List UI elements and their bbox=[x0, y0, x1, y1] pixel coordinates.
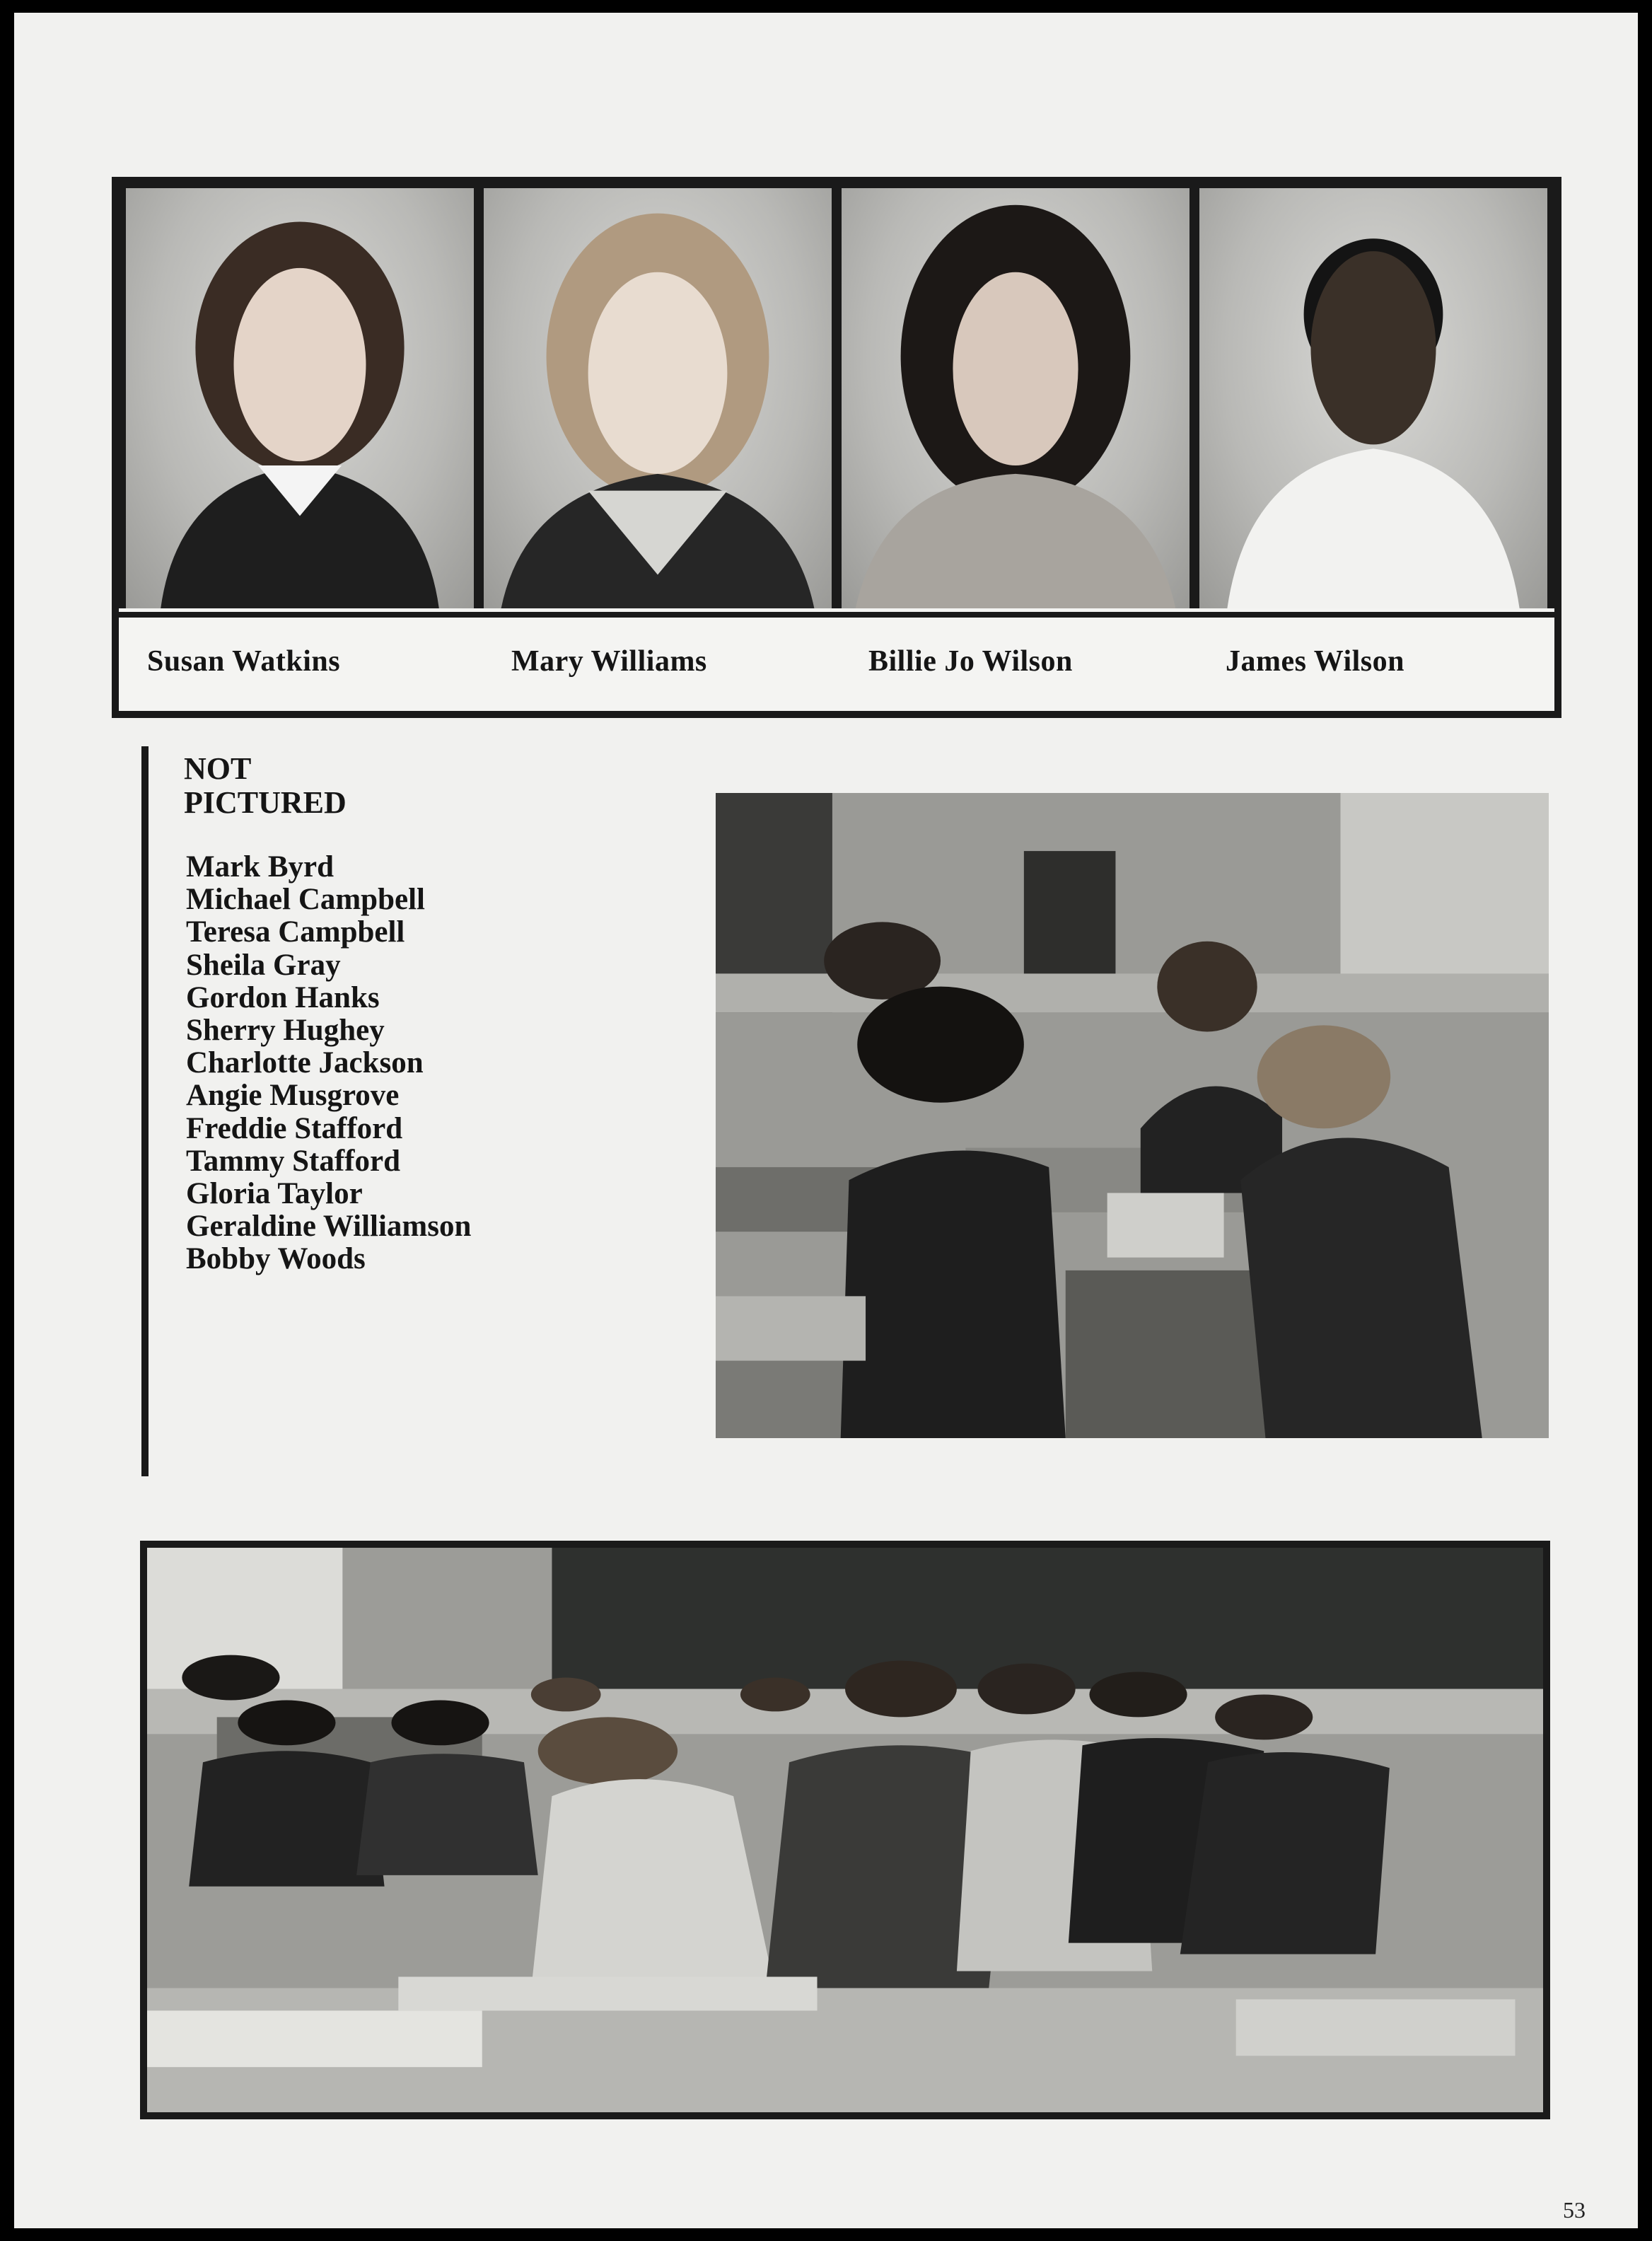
typing-class-photo bbox=[716, 793, 1549, 1438]
yearbook-page bbox=[14, 13, 1638, 2228]
list-item: Gloria Taylor bbox=[186, 1177, 363, 1211]
page-number: 53 bbox=[1563, 2197, 1586, 2223]
portrait-photo-2 bbox=[484, 188, 832, 608]
list-item: Tammy Stafford bbox=[186, 1144, 400, 1178]
portrait-name: Billie Jo Wilson bbox=[868, 645, 1073, 678]
portrait-name: Mary Williams bbox=[511, 645, 707, 678]
list-item: Angie Musgrove bbox=[186, 1079, 400, 1113]
not-pictured-heading bbox=[184, 752, 467, 820]
not-pictured-heading-line: NOT bbox=[184, 751, 252, 786]
list-item: Michael Campbell bbox=[186, 883, 425, 917]
list-item: Sheila Gray bbox=[186, 948, 341, 982]
portrait-strip bbox=[112, 177, 1561, 718]
list-item: Bobby Woods bbox=[186, 1242, 366, 1276]
portrait-names bbox=[119, 612, 1554, 718]
list-item: Charlotte Jackson bbox=[186, 1046, 424, 1080]
portrait-photos bbox=[119, 184, 1554, 608]
list-item: Gordon Hanks bbox=[186, 980, 380, 1014]
classroom-photo bbox=[147, 1548, 1543, 2112]
list-item: Freddie Stafford bbox=[186, 1111, 403, 1145]
classroom-photo-frame bbox=[140, 1541, 1550, 2119]
list-item: Sherry Hughey bbox=[186, 1014, 385, 1048]
portrait-name: Susan Watkins bbox=[147, 645, 341, 678]
portrait-photo-1 bbox=[126, 188, 474, 608]
portrait-name: James Wilson bbox=[1226, 645, 1404, 678]
list-item: Geraldine Williamson bbox=[186, 1210, 472, 1244]
not-pictured-list bbox=[186, 851, 471, 1276]
list-item: Mark Byrd bbox=[186, 850, 335, 884]
portrait-photo-3 bbox=[842, 188, 1189, 608]
not-pictured-rule bbox=[141, 746, 149, 1476]
portrait-photo-4 bbox=[1199, 188, 1547, 608]
list-item: Teresa Campbell bbox=[186, 915, 405, 949]
not-pictured-heading-line: PICTURED bbox=[184, 785, 347, 820]
